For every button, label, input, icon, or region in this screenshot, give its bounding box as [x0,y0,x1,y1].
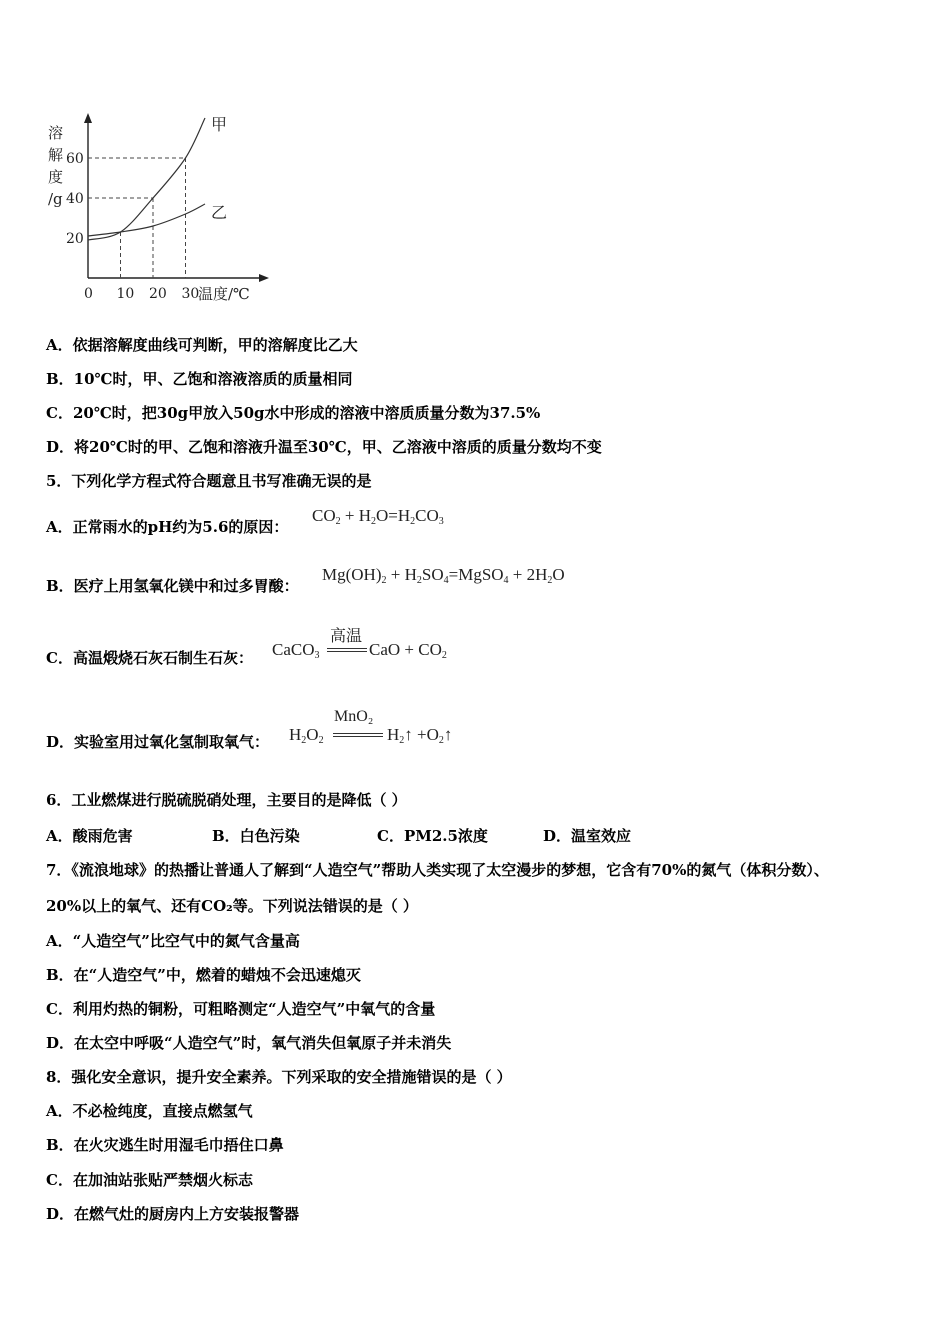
q5-d-condition: MnO₂ [334,708,374,725]
q8-option-b: B．在火灾逃生时用湿毛巾捂住口鼻 [46,1136,284,1154]
q5-option-b: B．医疗上用氢氧化镁中和过多胃酸： [46,577,299,595]
q8-option-c: C．在加油站张贴严禁烟火标志 [46,1171,253,1189]
q5-c-equals-sign [327,648,367,652]
q6-option-b: B．白色污染 [212,827,300,845]
q7-option-d: D．在太空中呼吸“人造空气”时，氧气消失但氧原子并未消失 [46,1034,452,1052]
q6-stem: 6．工业燃煤进行脱硫脱硝处理，主要目的是降低（ ） [46,791,407,809]
y-axis-label-char: 度 [48,168,64,186]
q4-option-d: D．将20℃时的甲、乙饱和溶液升温至30℃，甲、乙溶液中溶质的质量分数均不变 [46,438,602,456]
q8-option-a: A．不必检纯度，直接点燃氢气 [46,1102,253,1120]
q5-option-a: A．正常雨水的pH约为5.6的原因： [46,518,289,536]
q4-option-b: B．10℃时，甲、乙饱和溶液溶质的质量相同 [46,370,353,388]
q4-option-c: C．20℃时，把30g甲放入50g水中形成的溶液中溶质质量分数为37.5% [46,404,541,422]
q5-option-c: C．高温煅烧石灰石制生石灰： [46,649,253,667]
q5-c-reactant: CaCO$_3$ [272,640,320,661]
q7-option-b: B．在“人造空气”中，燃着的蜡烛不会迅速熄灭 [46,966,361,984]
q5-c-condition: 高温 [330,628,363,645]
series-label-2: 乙 [211,203,228,222]
q5-d-products: $H_2↑$ $+O_2↑$ [387,725,453,746]
q5-d-equals-sign [333,733,383,737]
y-tick-label: 60 [66,151,84,167]
chart-guides [88,158,186,278]
q5-a-equation: $CO_2 + H_2O=H_2CO_3$ [312,506,444,527]
series-line-2 [88,204,205,236]
chart-series [88,118,205,240]
q6-option-c: C．PM2.5浓度 [377,827,488,845]
x-axis-arrow [259,274,269,282]
q7-stem-line2: 20%以上的氧气、还有CO₂等。下列说法错误的是（ ） [46,897,418,915]
series-line-1 [88,118,205,240]
x-tick-label: 20 [149,286,167,302]
x-tick-label: 30 [181,286,200,302]
q5-option-d: D．实验室用过氧化氢制取氧气： [46,733,270,751]
q5-d-reactant: $H_2O_2$ [289,725,324,746]
q7-option-a: A．“人造空气”比空气中的氮气含量高 [46,932,300,950]
y-tick-label: 40 [66,191,84,207]
q6-option-d: D．温室效应 [543,827,632,845]
x-axis-label: 温度/℃ [198,285,250,303]
q5-stem: 5．下列化学方程式符合题意且书写准确无误的是 [46,472,372,490]
q8-stem: 8．强化安全意识，提升安全素养。下列采取的安全措施错误的是（ ） [46,1068,512,1086]
y-axis-label-char: /g [48,190,63,208]
y-axis-label-char: 溶 [48,124,64,142]
x-tick-label: 10 [116,286,135,302]
y-tick-label: 20 [66,231,84,247]
q7-option-c: C．利用灼热的铜粉，可粗略测定“人造空气”中氧气的含量 [46,1000,436,1018]
y-axis-arrow [84,113,92,123]
q4-option-a: A．依据溶解度曲线可判断，甲的溶解度比乙大 [46,336,358,354]
q6-option-a: A．酸雨危害 [46,827,133,845]
q7-stem-line1: 7．《流浪地球》的热播让普通人了解到“人造空气”帮助人类实现了太空漫步的梦想，它含有70%的氮气（体积分数）、 [46,861,829,879]
solubility-chart [40,100,280,310]
chart-text [48,115,250,303]
q5-c-products: CaO + $CO_2$ [369,640,447,661]
q8-option-d: D．在燃气灶的厨房内上方安装报警器 [46,1205,300,1223]
series-label-1: 甲 [211,115,228,134]
q5-b-equation: $Mg(OH)_2$ + $H_2SO_4=MgSO_4 + 2H_2O$ [322,565,565,586]
y-axis-label-char: 解 [48,146,64,164]
x-tick-label: 0 [84,286,93,302]
